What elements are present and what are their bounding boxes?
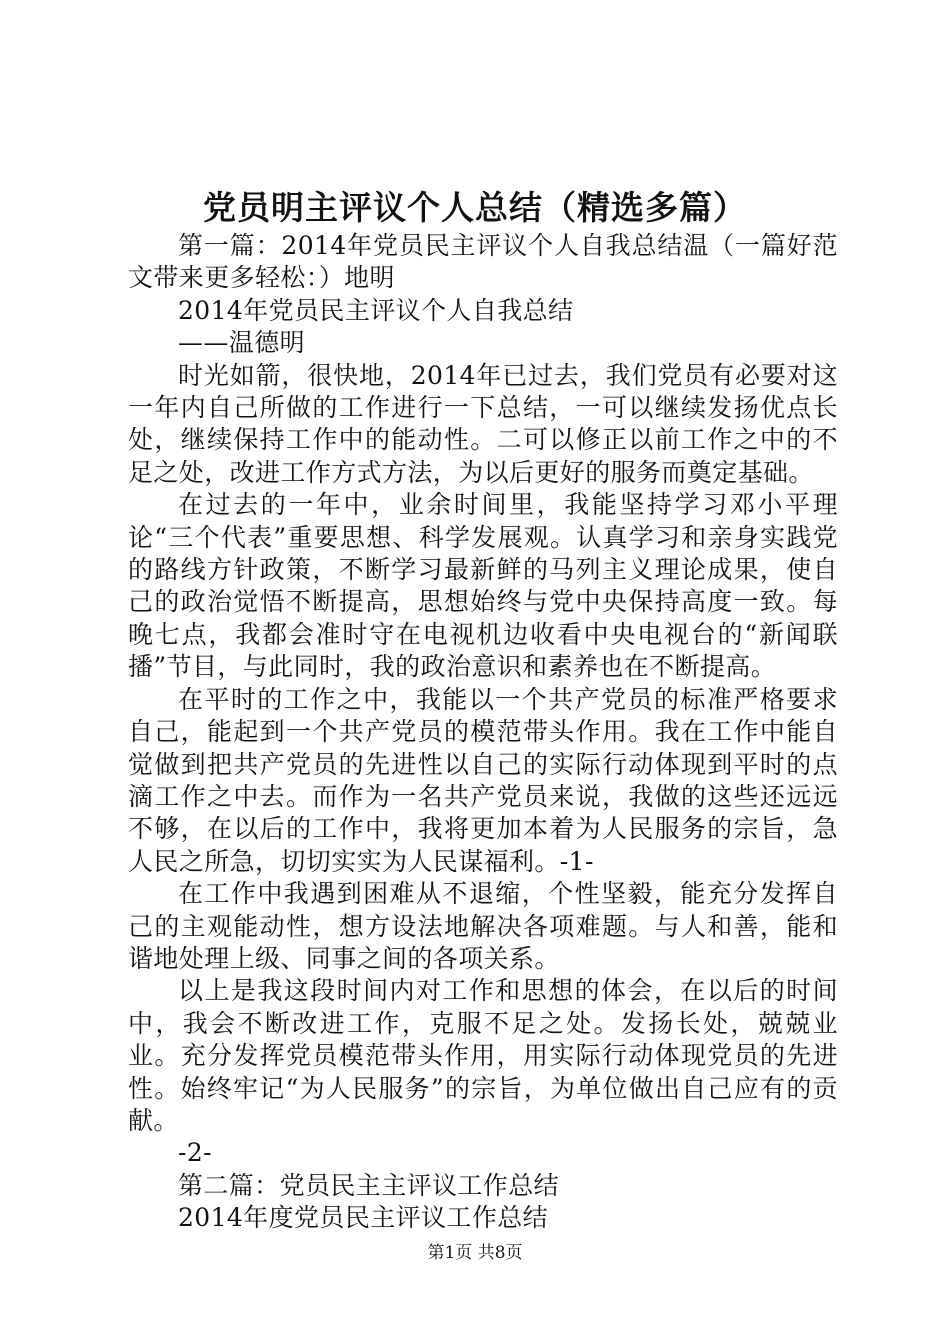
paragraph-8: 以上是我这段时间内对工作和思想的体会，在以后的时间中，我会不断改进工作，克服不足之处。发扬长处，兢兢业业。充分发挥党员模范带头作用，用实际行动体现党员的先进性。始终牢记“为人民服务”的宗旨，为单位做出自己应有的贡献。 bbox=[128, 976, 838, 1135]
paragraph-11: 2014年度党员民主评议工作总结 bbox=[178, 1203, 549, 1233]
paragraph-5: 在过去的一年中，业余时间里，我能坚持学习邓小平理论“三个代表”重要思想、科学发展观。认真学习和亲身实践党的路线方针政策，不断学习最新鲜的马列主义理论成果，使自己的政治觉悟不断提高，思想始终与党中央保持高度一致。每晚七点，我都会准时守在电视机边收看中央电视台的“新闻联播”节目，与此同时，我的政治意识和素养也在不断提高。 bbox=[128, 490, 838, 682]
paragraph-3: ——温德明 bbox=[178, 328, 306, 358]
document-title: 党员明主评议个人总结（精选多篇） bbox=[203, 188, 747, 227]
paragraph-10: 第二篇：党员民主主评议工作总结 bbox=[178, 1170, 560, 1200]
paragraph-6: 在平时的工作之中，我能以一个共产党员的标准严格要求自己，能起到一个共产党员的模范带头作用。我在工作中能自觉做到把共产党员的先进性以自己的实际行动体现到平时的点滴工作之中去。而作为一名共产党员来说，我做的这些还远远不够，在以后的工作中，我将更加本着为人民服务的宗旨，急人民之所急，切切实实为人民谋福利。-1- bbox=[128, 684, 838, 876]
paragraph-9: -2- bbox=[178, 1138, 213, 1168]
paragraph-7: 在工作中我遇到困难从不退缩，个性坚毅，能充分发挥自己的主观能动性，想方设法地解决各项难题。与人和善，能和谐地处理上级、同事之间的各项关系。 bbox=[128, 879, 838, 973]
paragraph-2: 2014年党员民主评议个人自我总结 bbox=[178, 295, 574, 325]
document-body bbox=[128, 230, 838, 1235]
page-number-footer: 第1页 共8页 bbox=[427, 1243, 523, 1263]
paragraph-1: 第一篇：2014年党员民主评议个人自我总结温（一篇好范文带来更多轻松：）地明 bbox=[128, 231, 838, 293]
paragraph-4: 时光如箭，很快地，2014年已过去，我们党员有必要对这一年内自己所做的工作进行一下总结，一可以继续发扬优点长处，继续保持工作中的能动性。二可以修正以前工作之中的不足之处，改进工作方式方法，为以后更好的服务而奠定基础。 bbox=[128, 360, 838, 487]
